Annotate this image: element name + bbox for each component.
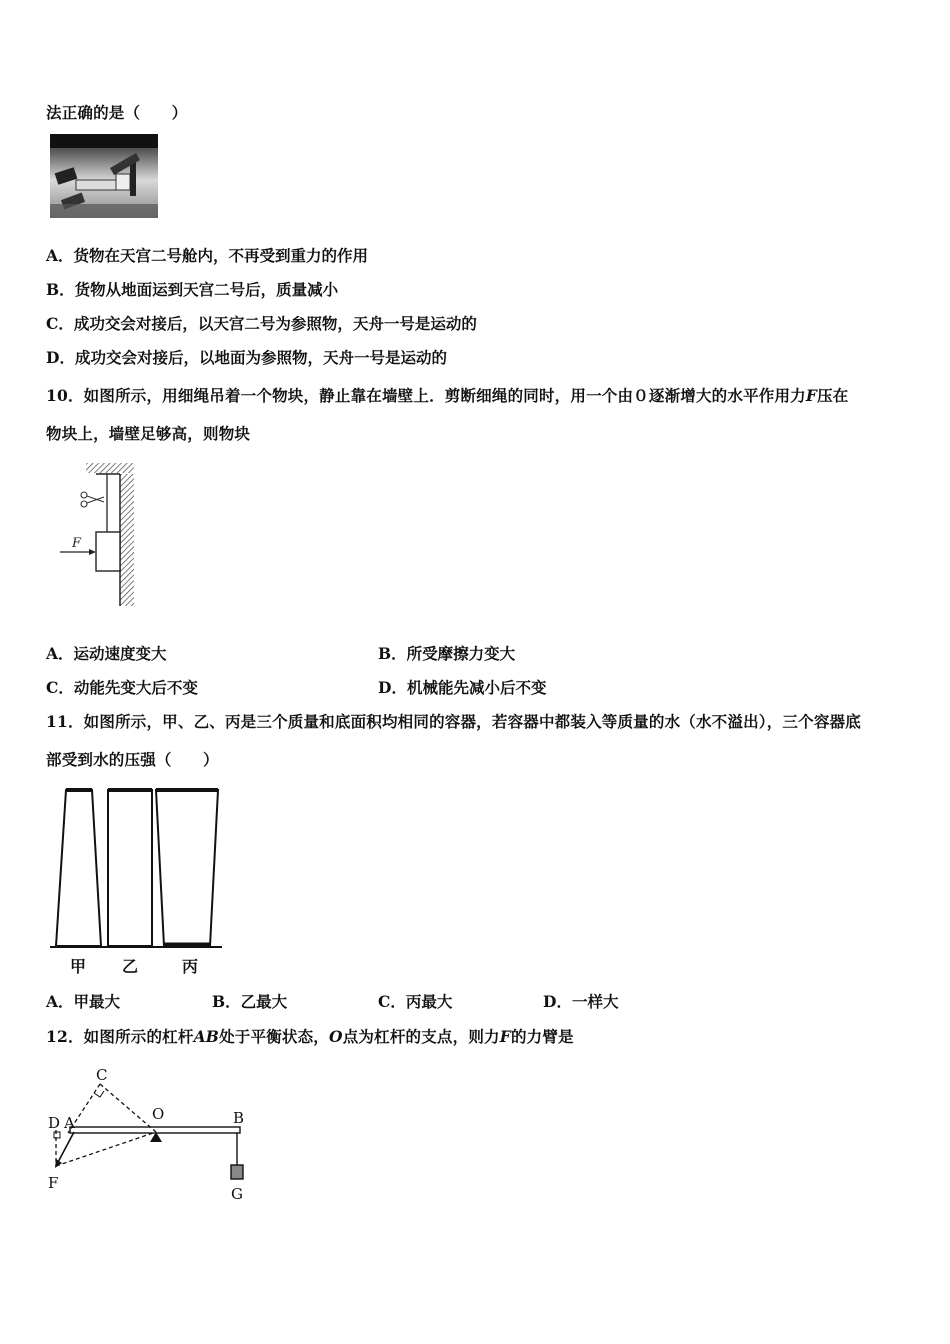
q9-stem-tail: 法正确的是（ ） — [46, 103, 188, 122]
q10-stem-line1: 10．如图所示，用细绳吊着一个物块，静止靠在墙壁上．剪断细绳的同时，用一个由０逐渐增大的水平作用力F压在 — [46, 386, 849, 405]
q11-option-c: C．丙最大 — [378, 992, 453, 1011]
q11-option-a: A．甲最大 — [46, 992, 121, 1011]
container-label-bing: 丙 — [182, 957, 199, 976]
force-label-f: F — [72, 536, 82, 551]
lever-label-o: O — [152, 1105, 165, 1123]
lever-label-d: D — [48, 1114, 61, 1132]
scissors-icon — [81, 492, 104, 507]
q11-option-b: B．乙最大 — [212, 992, 288, 1011]
space-station-photo — [50, 134, 158, 218]
container-label-jia: 甲 — [70, 957, 87, 976]
q11-stem-line1: 11．如图所示，甲、乙、丙是三个质量和底面积均相同的容器，若容器中都装入等质量的水（水不溢出），三个容器底 — [46, 712, 861, 731]
q11-containers-figure — [48, 784, 228, 980]
q9-option-b: B．货物从地面运到天宫二号后，质量减小 — [46, 280, 339, 299]
q10-option-d: D．机械能先减小后不变 — [378, 678, 547, 697]
q10-stem-line2: 物块上，墙壁足够高，则物块 — [46, 424, 251, 443]
container-label-yi: 乙 — [122, 957, 139, 976]
q9-option-d: D．成功交会对接后，以地面为参照物，天舟一号是运动的 — [46, 348, 447, 367]
lever-label-a: A — [64, 1114, 75, 1132]
q10-option-c: C．动能先变大后不变 — [46, 678, 198, 697]
q12-stem: 12．如图所示的杠杆AB处于平衡状态，O点为杠杆的支点，则力F的力臂是 — [46, 1027, 574, 1046]
lever-label-g: G — [231, 1185, 243, 1203]
q10-option-a: A．运动速度变大 — [46, 644, 167, 663]
q9-option-a: A．货物在天宫二号舱内，不再受到重力的作用 — [46, 246, 369, 265]
q9-option-c: C．成功交会对接后，以天宫二号为参照物，天舟一号是运动的 — [46, 314, 477, 333]
lever-label-f: F — [48, 1174, 59, 1192]
q11-option-d: D．一样大 — [543, 992, 619, 1011]
q10-option-b: B．所受摩擦力变大 — [378, 644, 516, 663]
lever-label-b: B — [233, 1109, 245, 1127]
q10-wall-block-figure — [56, 460, 146, 610]
q12-lever-figure — [44, 1062, 264, 1212]
q11-stem-line2: 部受到水的压强（ ） — [46, 750, 219, 769]
lever-label-c: C — [96, 1066, 108, 1084]
